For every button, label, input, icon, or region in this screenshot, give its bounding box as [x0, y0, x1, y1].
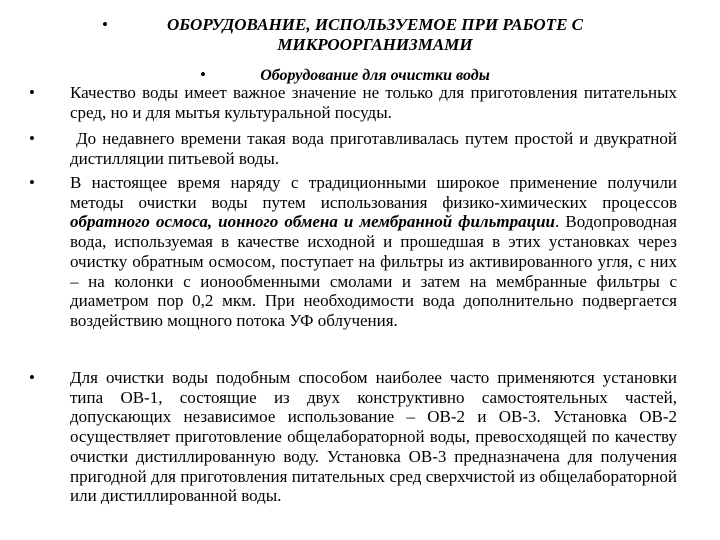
emphasized-methods: обратного осмоса, ионного обмена и мембранной фильтрации — [70, 212, 556, 232]
subtitle-bullet: • — [200, 65, 206, 84]
slide-title-text: ОБОРУДОВАНИЕ, ИСПОЛЬЗУЕМОЕ ПРИ РАБОТЕ С МИКРООРГАНИЗМАМИ — [166, 15, 583, 54]
paragraph-text: До недавнего времени такая вода приготавливалась путем простой и двукратной дистилляции питьевой воды. — [70, 129, 682, 168]
paragraph-text: Для очистки воды подобным способом наиболее часто применяются установки типа ОВ-1, состоящие из двух конструктивно самостоятельных частей, допускающих независимое использование – ОВ-2 и ОВ-3. Установка ОВ-2 осуществляет приготовление общелабораторной воды, превосходящей по качеству очистки дистиллированную воду. Установка ОВ-3 предназначена для получения пригодной для приготовления питательных сред сверхчистой из общелабораторной или дистиллированной воды. — [70, 368, 677, 506]
paragraph-text-start: В настоящее время наряду с традиционными широкое применение получили методы очистки воды путем использования физико-химических процессов — [70, 173, 677, 212]
list-item — [29, 83, 677, 122]
slide-subtitle-text: Оборудование для очистки воды — [260, 67, 490, 84]
list-item — [29, 173, 677, 331]
bullet-marker: • — [29, 83, 35, 102]
bullet-marker: • — [29, 368, 35, 387]
bullet-marker: • — [29, 173, 35, 192]
title-bullet: • — [102, 15, 108, 34]
list-item — [29, 129, 682, 168]
list-item — [29, 368, 677, 506]
bullet-marker: • — [29, 129, 35, 148]
paragraph-text-end: . Водопроводная вода, используемая в качестве исходной и прошедшая в этих установках через очистку обратным осмосом, поступает на фильтры из активированного угля, с них – на колонки с ионообменными смолами и затем на мембранные фильтры с диаметром пор 0,2 мкм. При необходимости вода дополнительно подвергается воздействию мощного потока УФ облучения. — [70, 212, 677, 330]
paragraph-text: Качество воды имеет важное значение не только для приготовления питательных сред, но и для мытья культуральной посуды. — [70, 83, 677, 122]
